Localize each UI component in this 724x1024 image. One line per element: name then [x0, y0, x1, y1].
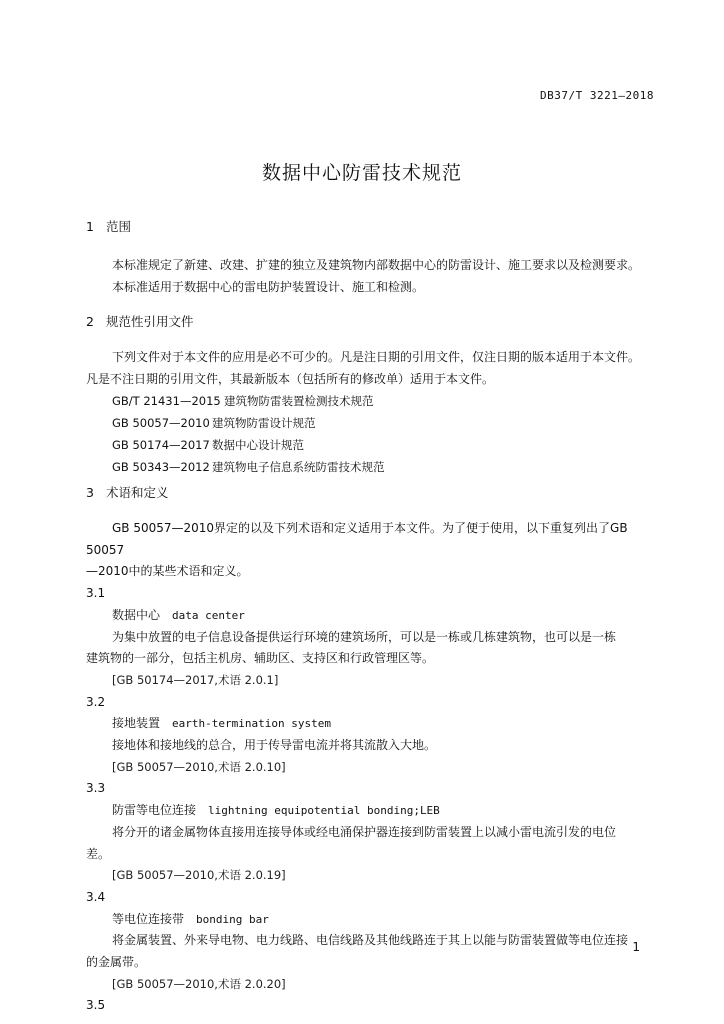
term-source: [GB 50057—2010,术语 2.0.10] [112, 759, 286, 774]
reference-item [86, 412, 656, 434]
section-heading [86, 482, 656, 504]
reference-name: 建筑物电子信息系统防雷技术规范 [212, 460, 385, 474]
term-source: [GB 50057—2010,术语 2.0.19] [112, 868, 286, 883]
section-2-body [86, 346, 656, 478]
term-chinese: 接地装置 [112, 716, 161, 731]
section-heading [86, 216, 656, 238]
paragraph: GB 50057—2010界定的以及下列术语和定义适用于本文件。为了便于使用，以下重复列出了GB 50057 [86, 521, 628, 557]
term-english: lightning equipotential bonding;LEB [208, 804, 440, 818]
term-chinese: 防雷等电位连接 [112, 803, 197, 818]
section-1-body [86, 254, 656, 298]
clause-number: 3.4 [86, 889, 106, 904]
paragraph-continued: 凡是不注日期的引用文件，其最新版本（包括所有的修改单）适用于本文件。 [86, 372, 495, 386]
term-heading [86, 800, 656, 822]
term-source: [GB 50174—2017,术语 2.0.1] [112, 672, 279, 687]
reference-name: 建筑物防雷装置检测技术规范 [224, 394, 374, 408]
section-number: 1 [86, 219, 94, 234]
section-2 [86, 311, 656, 333]
section-3-body [86, 518, 656, 1017]
term-heading [86, 605, 656, 627]
section-number: 2 [86, 314, 94, 329]
term-definition-continued: 的金属带。 [86, 955, 147, 970]
paragraph: 下列文件对于本文件的应用是必不可少的。凡是注日期的引用文件，仅注日期的版本适用于本文件。 [112, 350, 641, 364]
clause-number: 3.5 [86, 998, 106, 1013]
section-title: 规范性引用文件 [106, 314, 194, 329]
reference-code: GB/T 21431—2015 [112, 394, 221, 408]
standard-code: DB37/T 3221—2018 [540, 89, 654, 102]
clause-number: 3.3 [86, 781, 106, 796]
paragraph: 本标准规定了新建、改建、扩建的独立及建筑物内部数据中心的防雷设计、施工要求以及检测要求。 [112, 258, 641, 272]
term-definition-continued: 建筑物的一部分，包括主机房、辅助区、支持区和行政管理区等。 [86, 651, 435, 666]
clause-number: 3.2 [86, 694, 106, 709]
section-number: 3 [86, 485, 94, 500]
section-heading [86, 311, 656, 333]
paragraph: 本标准适用于数据中心的雷电防护装置设计、施工和检测。 [112, 280, 425, 294]
section-1 [86, 216, 656, 238]
page-title: 数据中心防雷技术规范 [261, 162, 462, 184]
term-source: [GB 50057—2010,术语 2.0.20] [112, 976, 286, 991]
clause-number: 3.1 [86, 586, 106, 601]
term-heading [86, 713, 656, 735]
reference-code: GB 50057—2010 [112, 416, 210, 430]
reference-name: 数据中心设计规范 [212, 438, 304, 452]
term-english: data center [172, 608, 245, 622]
section-3 [86, 482, 656, 504]
section-title: 范围 [106, 219, 132, 234]
reference-name: 建筑物防雷设计规范 [212, 416, 316, 430]
term-definition: 将金属装置、外来导电物、电力线路、电信线路及其他线路连于其上以能与防雷装置做等电位连接 [112, 933, 629, 948]
term-definition: 将分开的诸金属物体直接用连接导体或经电涌保护器连接到防雷装置上以减小雷电流引发的电位 [112, 824, 617, 839]
term-definition: 为集中放置的电子信息设备提供运行环境的建筑场所，可以是一栋或几栋建筑物，也可以是一栋 [112, 629, 617, 644]
reference-code: GB 50343—2012 [112, 460, 210, 474]
term-english: earth-termination system [172, 717, 331, 731]
reference-item [86, 456, 656, 478]
term-definition: 接地体和接地线的总合，用于传导雷电流并将其流散入大地。 [112, 738, 437, 753]
page-number: 1 [632, 940, 640, 954]
reference-item [86, 434, 656, 456]
reference-code: GB 50174—2017 [112, 438, 210, 452]
term-chinese: 数据中心 [112, 607, 161, 622]
section-title: 术语和定义 [106, 485, 169, 500]
reference-item [86, 390, 656, 412]
term-definition-continued: 差。 [86, 846, 111, 861]
paragraph-continued: —2010中的某些术语和定义。 [86, 564, 249, 579]
term-heading [86, 909, 656, 931]
term-chinese: 等电位连接带 [112, 911, 185, 926]
term-english: bonding bar [196, 912, 269, 926]
